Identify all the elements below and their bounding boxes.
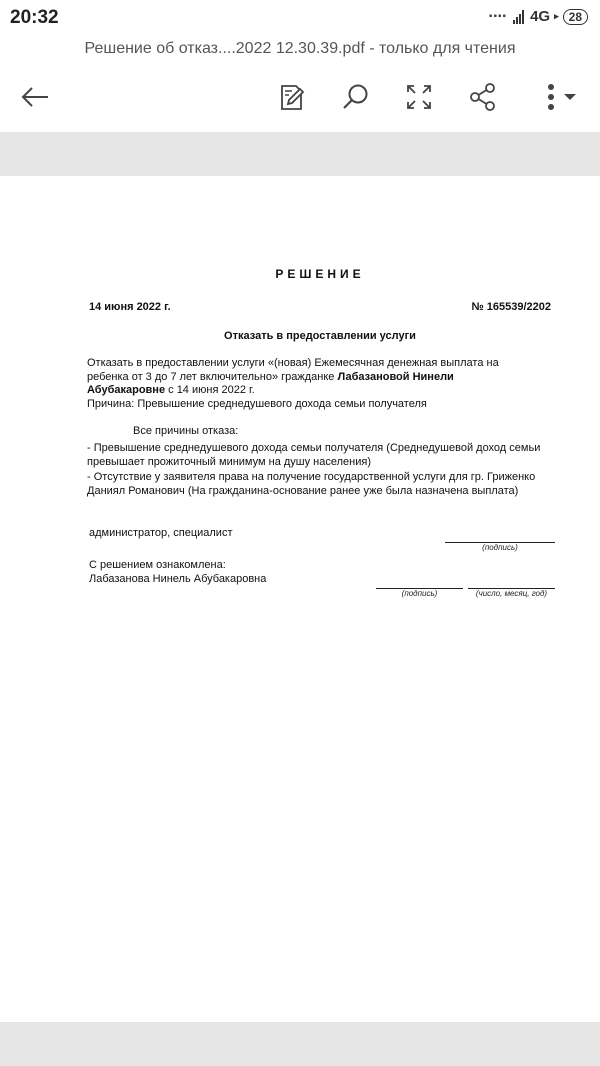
search-icon[interactable] [333,75,377,119]
signal-bars-icon [513,10,524,24]
doc-number: № 165539/2202 [471,301,551,313]
status-indicators [489,8,588,25]
status-bar [0,0,600,36]
doc-subtitle: Отказать в предоставлении услуги [224,330,416,342]
document-title: Решение об отказ....2022 12.30.39.pdf - только для чтения [84,40,516,57]
decision-paragraph [87,357,557,411]
acknowledgement-label: С решением ознакомлена: [89,559,226,571]
page-gap-top [0,132,600,176]
status-time: 20:32 [10,7,59,28]
more-icon[interactable] [535,75,585,119]
reason-line: Причина: Превышение среднедушевого дохода семьи получателя [87,397,427,410]
signer-role: администратор, специалист [89,527,233,539]
toolbar [0,75,600,119]
para-line: Абубакаровне с 14 июня 2022 г. [87,384,255,396]
fullscreen-icon[interactable] [397,75,441,119]
reasons-heading: Все причины отказа: [133,425,239,437]
reason-item: - Отсутствие у заявителя права на получение государственной услуги для гр. Гриженко Даниял Романович (На гражданина-основание ранее уже была назначена выплата) [87,471,536,497]
share-icon[interactable] [461,75,505,119]
para-line: ребенка от 3 до 7 лет включительно» гражданке Лабазановой Нинели [87,370,454,383]
acknowledgement-name: Лабазанова Нинель Абубакаровна [89,573,267,585]
signature-caption: (подпись) [482,543,518,552]
ack-signature-caption: (подпись) [401,589,438,598]
page-gap-bottom [0,1022,600,1066]
network-type: 4G [530,8,551,25]
back-arrow-icon[interactable] [13,75,57,119]
recipient-patronymic: Абубакаровне [87,384,166,396]
app-header [0,0,600,132]
doc-heading: РЕШЕНИЕ [275,267,365,281]
recipient-name: Лабазановой Нинели [337,370,454,383]
edit-icon[interactable] [270,75,314,119]
battery-indicator: 28 [563,9,588,25]
reasons-list [87,442,562,498]
pdf-page[interactable] [0,176,600,1022]
para-line: Отказать в предоставлении услуги «(новая) Ежемесячная денежная выплата на [87,357,499,369]
signal-dots-icon: ▪▪▪▪ [488,11,508,22]
ack-date-caption: (число, месяц, год) [475,589,548,598]
doc-date: 14 июня 2022 г. [89,301,171,313]
reason-item: - Превышение среднедушевого дохода семьи получателя (Среднедушевой доход семьи превышает прожиточный минимум на душу населения) [87,442,541,468]
data-arrows-icon: ▸ [554,11,559,21]
